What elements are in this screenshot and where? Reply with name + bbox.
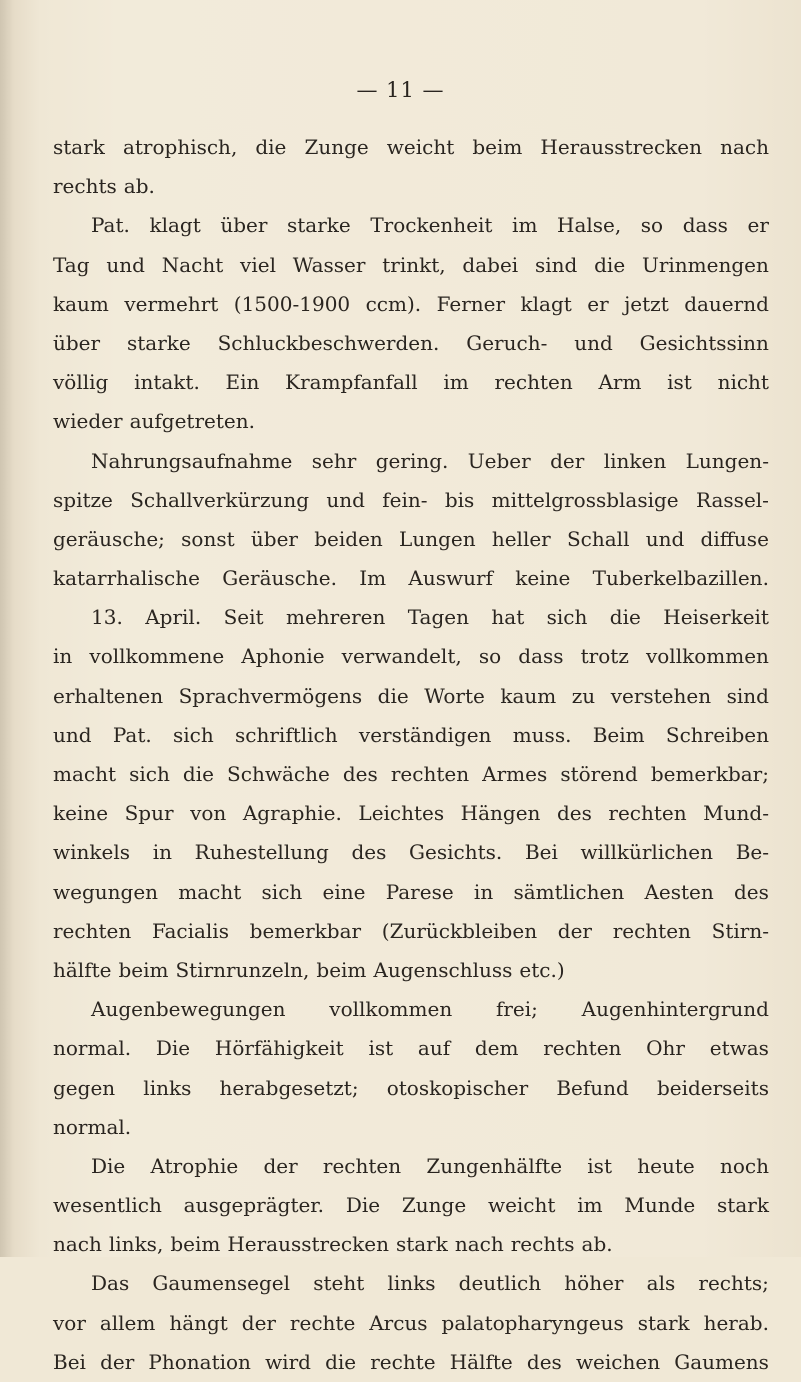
- word: von: [190, 801, 227, 826]
- word: April.: [145, 605, 202, 630]
- word: stark: [53, 135, 105, 159]
- word: Herausstrecken: [540, 135, 703, 159]
- word: hat: [491, 605, 525, 630]
- word: deutlich: [458, 1271, 542, 1296]
- word: beim: [472, 135, 523, 159]
- word: klagt: [149, 213, 201, 238]
- word: weichen: [575, 1349, 661, 1374]
- word: Ferner: [436, 291, 506, 316]
- word: verstehen: [610, 683, 712, 708]
- word: katarrhalische: [53, 566, 200, 591]
- word: Die: [91, 1153, 126, 1178]
- word: und: [326, 487, 365, 512]
- word: wird: [265, 1349, 311, 1374]
- word: nach: [454, 1232, 504, 1257]
- word: sind: [534, 252, 578, 277]
- text-line: [53, 951, 769, 990]
- word: die: [377, 683, 409, 708]
- word: der: [557, 918, 592, 943]
- word: vollkommene: [89, 644, 225, 669]
- text-line: [53, 794, 769, 833]
- word: Die: [155, 1036, 191, 1061]
- word: Wasser: [292, 252, 366, 277]
- word: rechten: [494, 370, 573, 395]
- word: wesentlich: [53, 1193, 162, 1218]
- text-line: [53, 167, 769, 206]
- word: Pat.: [112, 722, 152, 747]
- word: Hälfte: [449, 1349, 513, 1374]
- word: Agraphie.: [242, 801, 342, 826]
- word: sonst: [181, 526, 235, 551]
- word: bemerkbar: [249, 918, 362, 943]
- text-line: [53, 402, 769, 441]
- text-line: [53, 285, 769, 324]
- word: Nahrungsaufnahme: [91, 448, 293, 473]
- word: mehreren: [285, 605, 386, 630]
- word: Gesichts.: [409, 840, 503, 865]
- text-line: [53, 559, 769, 598]
- word: Parese: [385, 879, 454, 904]
- word: gering.: [375, 448, 449, 473]
- word: normal.: [53, 1036, 132, 1061]
- text-line: [53, 990, 769, 1029]
- word: intakt.: [134, 370, 200, 395]
- word: Augenbewegungen: [91, 997, 286, 1022]
- word: stark: [395, 1232, 448, 1257]
- word: dem: [474, 1036, 519, 1061]
- text-line: [53, 1304, 769, 1343]
- word: spitze: [53, 487, 113, 512]
- word: beim: [170, 1232, 221, 1257]
- word: macht: [178, 879, 242, 904]
- word: aufgetreten.: [129, 409, 255, 434]
- word: steht: [313, 1271, 365, 1296]
- word: und: [645, 526, 685, 551]
- word: so: [478, 644, 502, 669]
- text-line: [53, 206, 769, 245]
- word: die: [255, 135, 287, 159]
- word: Schreiben: [665, 722, 769, 747]
- text-line: [53, 128, 769, 167]
- word: (Zurückbleiben: [381, 918, 538, 943]
- word: sich: [129, 762, 170, 786]
- word: beiden: [314, 526, 383, 551]
- word: rechten: [543, 1036, 622, 1061]
- word: Ein: [225, 370, 260, 395]
- word: er: [747, 213, 769, 238]
- word: schriftlich: [235, 722, 338, 747]
- word: zu: [571, 683, 596, 708]
- word: die: [594, 252, 626, 277]
- word: fein-: [382, 487, 428, 512]
- word: und: [574, 330, 613, 355]
- word: in: [53, 644, 73, 669]
- word: nach: [53, 1232, 102, 1257]
- word: ist: [587, 1153, 612, 1178]
- word: Bei: [524, 840, 558, 865]
- word: weicht: [386, 135, 455, 159]
- text-line: [53, 873, 769, 912]
- word: geräusche;: [53, 526, 165, 551]
- text-line: [53, 1264, 769, 1303]
- word: Hängen: [460, 801, 541, 826]
- text-line: [53, 833, 769, 872]
- word: wieder: [53, 409, 123, 434]
- word: Trockenheit: [370, 213, 493, 238]
- text-line: [53, 1343, 769, 1382]
- word: Schwäche: [227, 762, 330, 786]
- word: allem: [99, 1310, 156, 1335]
- word: jetzt: [624, 291, 669, 316]
- word: Tag: [53, 252, 90, 277]
- word: (1500-1900: [233, 291, 351, 316]
- word: Ueber: [467, 448, 531, 473]
- word: Gesichtssinn: [639, 330, 769, 355]
- word: keine: [53, 801, 109, 826]
- word: Augenschluss: [373, 957, 513, 982]
- word: links,: [108, 1232, 164, 1257]
- word: etwas: [709, 1036, 769, 1061]
- word: trotz: [580, 644, 629, 669]
- word: verwandelt,: [341, 644, 462, 669]
- word: sind: [726, 683, 769, 708]
- text-line: [53, 755, 769, 794]
- word: ccm).: [365, 291, 422, 316]
- word: Pat.: [91, 213, 130, 238]
- word: Stirn-: [711, 918, 769, 943]
- text-line: [53, 716, 769, 755]
- word: verständigen: [358, 722, 492, 747]
- word: völlig: [53, 370, 109, 395]
- word: des: [342, 762, 378, 786]
- word: beim: [118, 957, 169, 982]
- word: herab.: [703, 1310, 769, 1335]
- word: Im: [359, 566, 387, 591]
- word: kaum: [500, 683, 557, 708]
- word: rechten: [612, 918, 691, 943]
- text-line: [53, 1029, 769, 1068]
- word: ab.: [581, 1232, 613, 1257]
- word: rechten: [53, 918, 132, 943]
- word: Tuberkelbazillen.: [592, 566, 769, 591]
- word: diffuse: [700, 526, 769, 551]
- word: Leichtes: [358, 801, 445, 826]
- word: kaum: [53, 291, 109, 316]
- word: Arcus: [369, 1310, 428, 1335]
- word: rechten: [322, 1153, 402, 1178]
- word: Seit: [223, 605, 264, 630]
- word: über: [53, 330, 101, 355]
- word: Zunge: [401, 1193, 467, 1218]
- word: winkels: [53, 840, 131, 865]
- word: Zungenhälfte: [426, 1153, 563, 1178]
- text-line: [53, 246, 769, 285]
- word: ist: [368, 1036, 394, 1061]
- word: beiderseits: [656, 1075, 769, 1100]
- word: vermehrt: [124, 291, 219, 316]
- word: Urinmengen: [641, 252, 769, 277]
- word: Die: [345, 1193, 381, 1218]
- word: Geräusche.: [222, 566, 337, 591]
- word: erhaltenen: [53, 683, 164, 708]
- word: Phonation: [148, 1349, 251, 1374]
- word: sämtlichen: [513, 879, 625, 904]
- word: palatopharyngeus: [441, 1310, 624, 1335]
- word: dabei: [462, 252, 519, 277]
- word: dass: [682, 213, 728, 238]
- text-line: [53, 1186, 769, 1225]
- word: Augenhintergrund: [581, 997, 769, 1022]
- word: Das: [91, 1271, 130, 1296]
- text-line: [53, 481, 769, 520]
- word: Gaumensegel: [152, 1271, 291, 1296]
- word: über: [220, 213, 268, 238]
- word: noch: [719, 1153, 769, 1178]
- word: stark: [637, 1310, 690, 1335]
- word: Sprachvermögens: [178, 683, 363, 708]
- word: nach: [720, 135, 769, 159]
- word: rechts: [53, 174, 117, 199]
- word: bis: [444, 487, 475, 512]
- word: und: [53, 722, 92, 747]
- word: weicht: [487, 1193, 556, 1218]
- word: Beim: [592, 722, 645, 747]
- word: im: [443, 370, 469, 395]
- word: Aesten: [644, 879, 714, 904]
- word: über: [250, 526, 298, 551]
- word: hängt: [169, 1310, 228, 1335]
- word: keine: [515, 566, 571, 591]
- word: Hörfähigkeit: [214, 1036, 344, 1061]
- text-line: [53, 677, 769, 716]
- word: vollkommen: [645, 644, 769, 669]
- word: auf: [417, 1036, 451, 1061]
- word: Schluckbeschwerden.: [217, 330, 440, 355]
- word: sehr: [311, 448, 357, 473]
- word: ab.: [123, 174, 155, 199]
- word: Atrophie: [150, 1153, 239, 1178]
- word: sich: [261, 879, 303, 904]
- word: Auswurf: [408, 566, 493, 591]
- word: Nacht: [161, 252, 224, 277]
- text-line: [53, 1147, 769, 1186]
- text-line: [53, 324, 769, 363]
- word: wegungen: [53, 879, 159, 904]
- word: des: [733, 879, 769, 904]
- word: Befund: [556, 1075, 629, 1100]
- word: störend: [560, 762, 638, 786]
- word: in: [152, 840, 172, 865]
- word: atrophisch,: [122, 135, 238, 159]
- word: Stirnrunzeln,: [175, 957, 310, 982]
- word: ausgeprägter.: [183, 1193, 325, 1218]
- word: so: [640, 213, 664, 238]
- word: Ohr: [646, 1036, 685, 1061]
- text-line: [53, 1069, 769, 1108]
- word: in: [473, 879, 494, 904]
- word: Spur: [124, 801, 174, 826]
- word: gegen: [53, 1075, 116, 1100]
- word: Arm: [598, 370, 642, 395]
- page-number: — 11 —: [356, 78, 445, 102]
- text-line: [53, 912, 769, 951]
- word: sich: [546, 605, 588, 630]
- word: macht: [53, 762, 117, 786]
- word: Munde: [624, 1193, 696, 1218]
- word: herabgesetzt;: [219, 1075, 359, 1100]
- word: Schallverkürzung: [130, 487, 310, 512]
- word: des: [526, 1349, 562, 1374]
- word: Heiserkeit: [663, 605, 769, 630]
- word: des: [556, 801, 592, 826]
- word: etc.): [519, 957, 565, 982]
- word: 13.: [91, 605, 123, 630]
- word: Halse,: [557, 213, 622, 238]
- word: der: [263, 1153, 298, 1178]
- text-line: [53, 637, 769, 676]
- word: der: [100, 1349, 135, 1374]
- word: starke: [126, 330, 191, 355]
- word: Facialis: [151, 918, 229, 943]
- word: rechten: [608, 801, 687, 826]
- word: der: [550, 448, 585, 473]
- word: Geruch-: [466, 330, 548, 355]
- word: Schall: [566, 526, 630, 551]
- word: hälfte: [53, 957, 112, 982]
- text-line: [53, 1108, 769, 1147]
- word: vor: [53, 1310, 86, 1335]
- word: dauernd: [684, 291, 769, 316]
- word: er: [587, 291, 609, 316]
- word: Gaumens: [674, 1349, 769, 1374]
- word: muss.: [512, 722, 572, 747]
- word: frei;: [495, 997, 538, 1022]
- word: der: [241, 1310, 276, 1335]
- text-line: [53, 598, 769, 637]
- word: Mund-: [703, 801, 769, 826]
- word: Worte: [424, 683, 485, 708]
- word: Krampfanfall: [285, 370, 418, 395]
- word: eine: [322, 879, 366, 904]
- word: die: [182, 762, 214, 786]
- word: rechts: [510, 1232, 575, 1257]
- word: Bei: [53, 1349, 86, 1374]
- word: links: [143, 1075, 192, 1100]
- word: rechten: [390, 762, 470, 786]
- word: als: [646, 1271, 676, 1296]
- word: rechte: [370, 1349, 436, 1374]
- text-line: [53, 1225, 769, 1264]
- word: nicht: [717, 370, 769, 395]
- body-text: [53, 128, 769, 1382]
- word: im: [512, 213, 538, 238]
- text-line: [53, 520, 769, 559]
- word: vollkommen: [329, 997, 453, 1022]
- word: Aphonie: [241, 644, 325, 669]
- word: rechts;: [698, 1271, 769, 1296]
- word: starke: [287, 213, 351, 238]
- word: Ruhestellung: [194, 840, 329, 865]
- word: bemerkbar;: [650, 762, 769, 786]
- word: Rassel-: [695, 487, 769, 512]
- word: trinkt,: [382, 252, 446, 277]
- word: die: [609, 605, 641, 630]
- word: und: [106, 252, 145, 277]
- word: höher: [564, 1271, 624, 1296]
- word: links: [387, 1271, 436, 1296]
- word: linken: [603, 448, 667, 473]
- word: viel: [240, 252, 276, 277]
- word: stark: [717, 1193, 769, 1218]
- word: Be-: [735, 840, 769, 865]
- text-line: [53, 442, 769, 481]
- text-line: [53, 363, 769, 402]
- word: ist: [667, 370, 692, 395]
- word: heute: [637, 1153, 695, 1178]
- word: Armes: [482, 762, 548, 786]
- word: beim: [316, 957, 367, 982]
- word: des: [351, 840, 387, 865]
- word: Tagen: [407, 605, 469, 630]
- word: Herausstrecken: [227, 1232, 389, 1257]
- word: heller: [491, 526, 551, 551]
- word: Lungen-: [685, 448, 769, 473]
- word: sich: [173, 722, 214, 747]
- word: otoskopischer: [386, 1075, 529, 1100]
- word: normal.: [53, 1114, 132, 1139]
- word: Zunge: [304, 135, 369, 159]
- word: im: [577, 1193, 603, 1218]
- word: Lungen: [399, 526, 476, 551]
- word: rechte: [289, 1310, 356, 1335]
- word: klagt: [520, 291, 572, 316]
- word: mittelgrossblasige: [491, 487, 679, 512]
- word: willkürlichen: [580, 840, 714, 865]
- word: dass: [518, 644, 564, 669]
- word: die: [325, 1349, 357, 1374]
